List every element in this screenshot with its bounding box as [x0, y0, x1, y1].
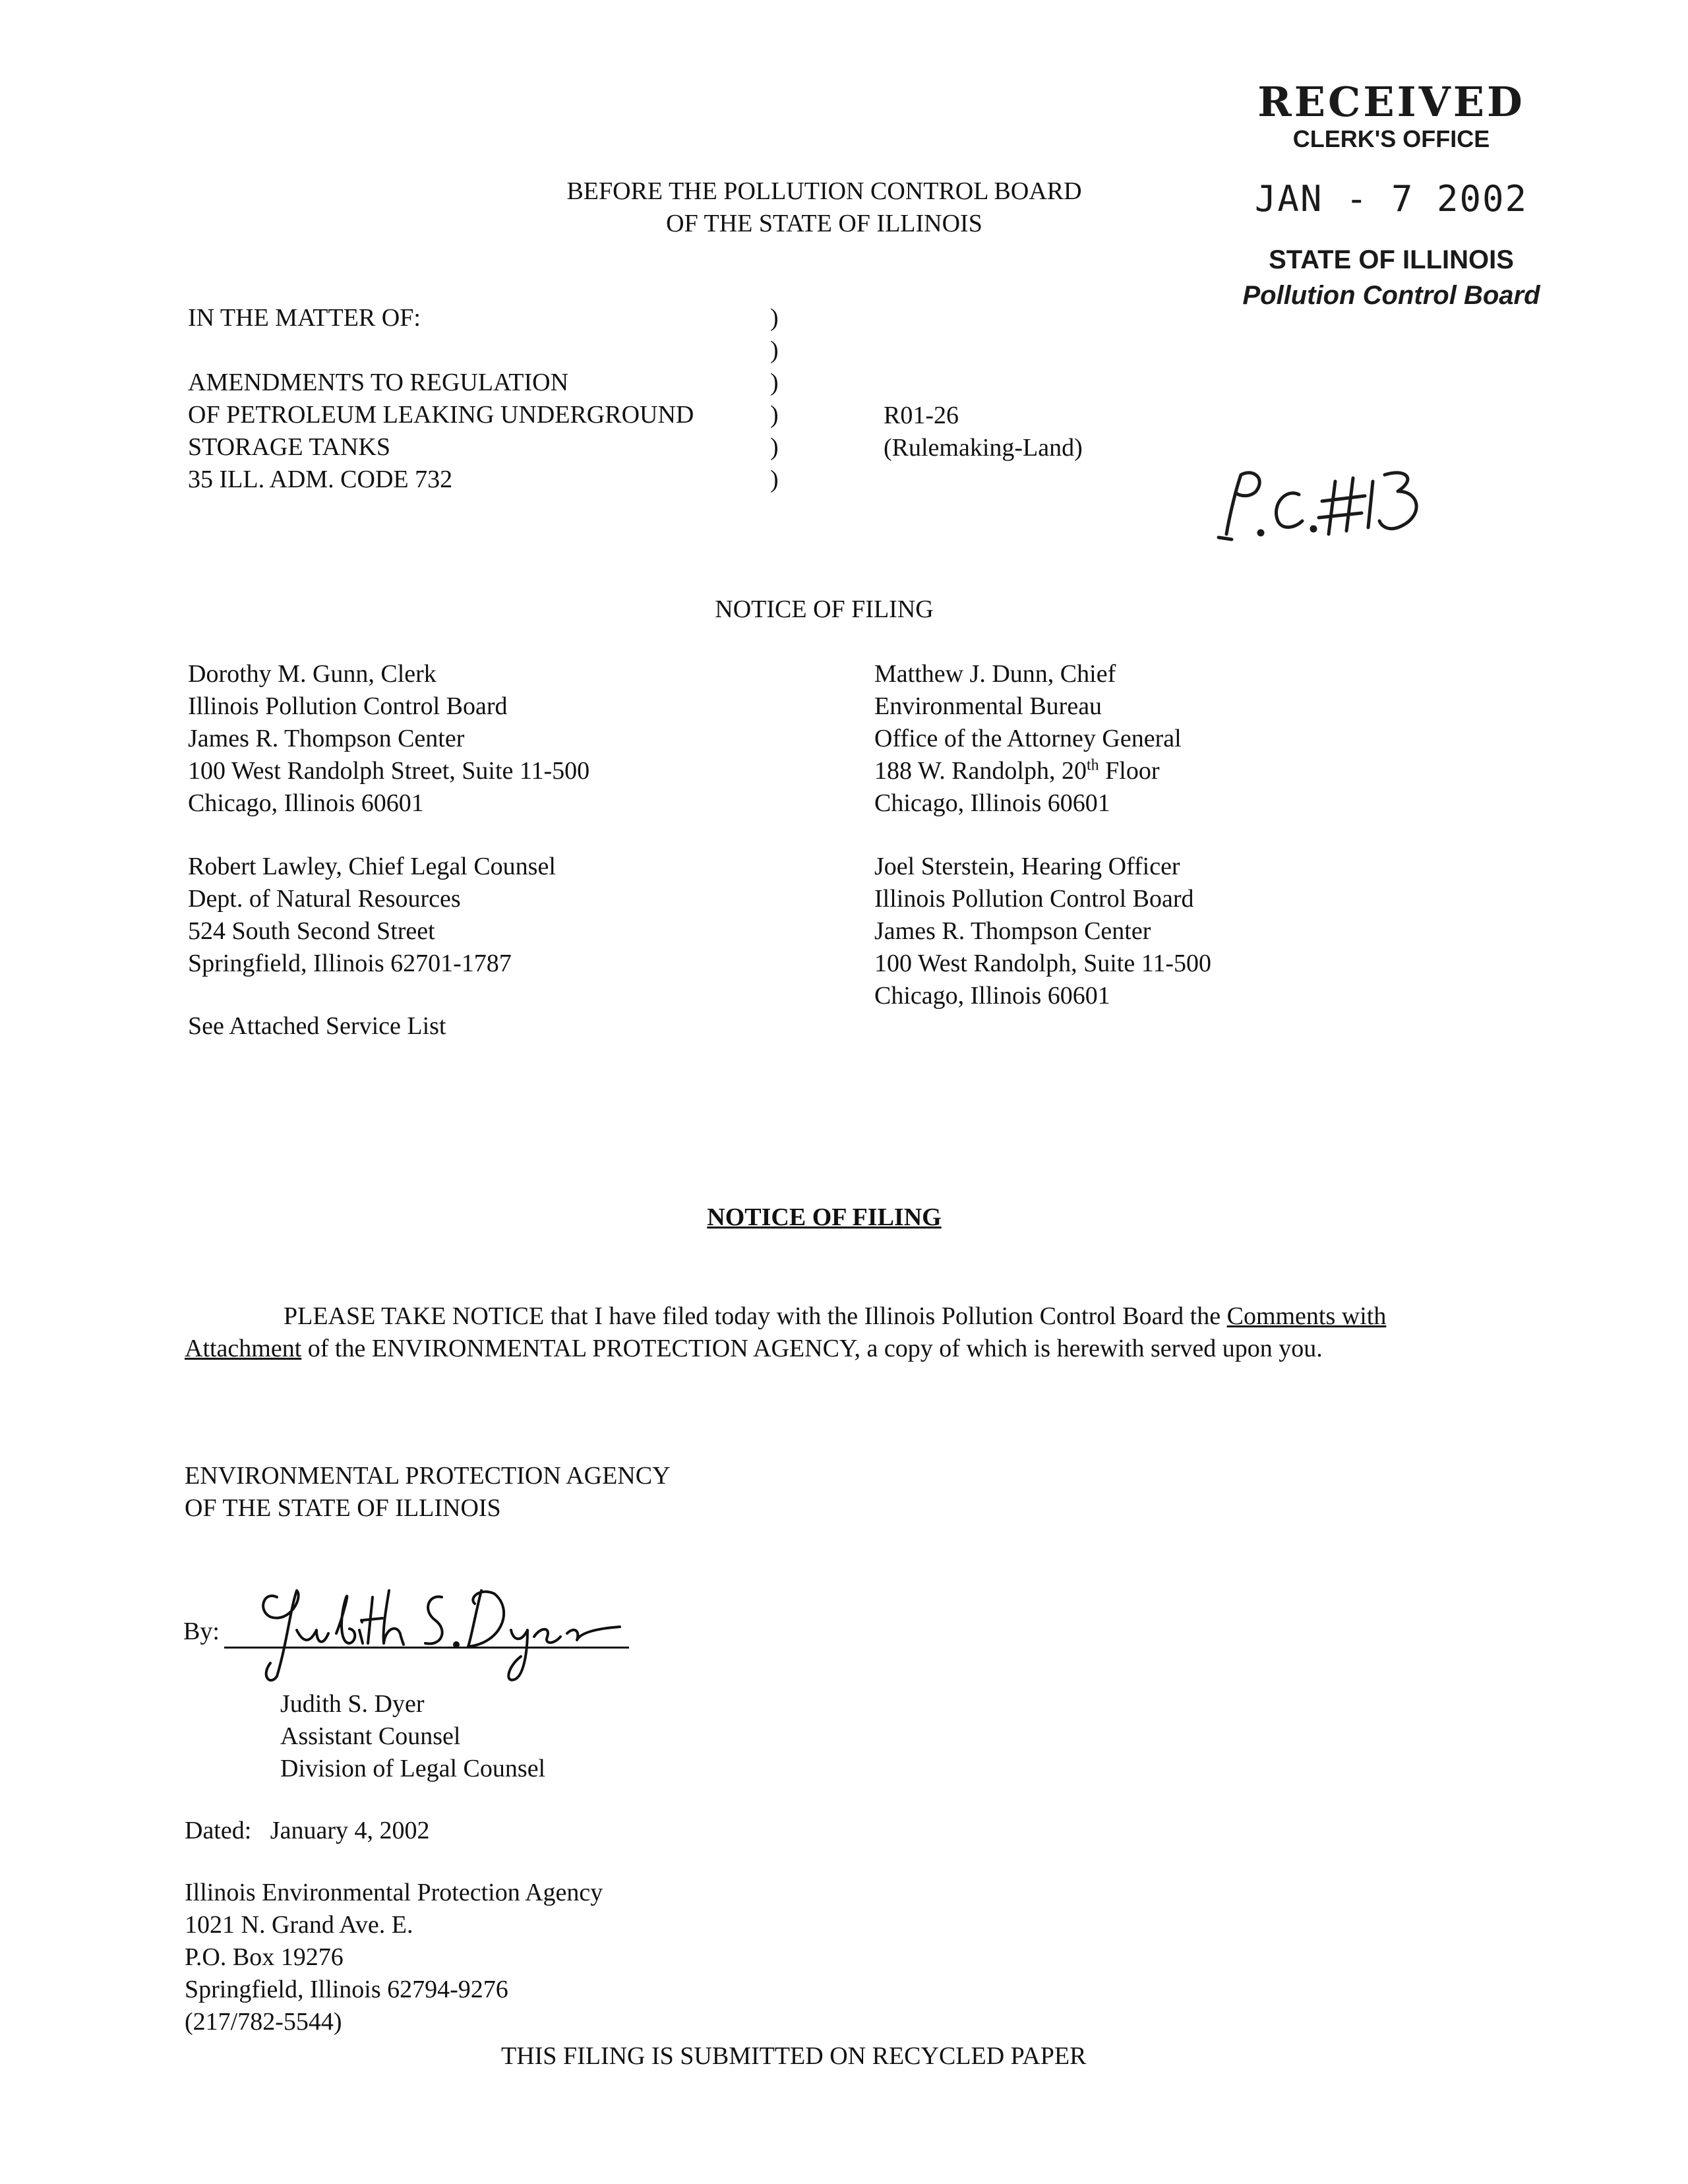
notice-text-post: of the ENVIRONMENTAL PROTECTION AGENCY, a copy of which is herewith served upon you.	[307, 1335, 1323, 1362]
docket-number: R01-26	[884, 402, 959, 429]
ordinal-suffix: th	[1086, 756, 1099, 774]
docket	[884, 400, 1083, 464]
address-line: Illinois Pollution Control Board	[188, 692, 508, 720]
handwritten-pc-number	[1200, 455, 1437, 554]
address-line	[874, 755, 1182, 787]
caption-line: AMENDMENTS TO REGULATION	[188, 369, 569, 396]
document-header	[514, 175, 1134, 240]
notice-text-underlined: Attachment	[185, 1335, 302, 1362]
address-line: 100 West Randolph, Suite 11-500	[874, 950, 1211, 977]
recycled-paper-footer: THIS FILING IS SUBMITTED ON RECYCLED PAPER	[501, 2042, 1087, 2070]
dated-line	[185, 1815, 429, 1847]
address-line: Chicago, Illinois 60601	[188, 789, 424, 817]
caption-line: STORAGE TANKS	[188, 433, 390, 461]
address-line: Chicago, Illinois 60601	[874, 982, 1110, 1010]
header-line-1: BEFORE THE POLLUTION CONTROL BOARD	[566, 177, 1082, 205]
recipient-attorney-general	[874, 658, 1182, 820]
paren: )	[770, 369, 779, 396]
notice-heading-underlined: NOTICE OF FILING	[707, 1203, 942, 1231]
address-line: Robert Lawley, Chief Legal Counsel	[188, 853, 556, 880]
agency-address	[185, 1877, 603, 2038]
notice-text-underlined: Comments with	[1226, 1302, 1387, 1330]
caption-parentheses	[770, 302, 779, 496]
signer-name: Judith S. Dyer	[280, 1690, 425, 1718]
signer-division: Division of Legal Counsel	[280, 1755, 546, 1782]
agency-line-1: ENVIRONMENTAL PROTECTION AGENCY	[185, 1462, 671, 1490]
address-line: Dorothy M. Gunn, Clerk	[188, 660, 437, 688]
signer-block	[280, 1688, 545, 1785]
notice-text-pre: PLEASE TAKE NOTICE that I have filed today with the Illinois Pollution Control Board the	[284, 1302, 1221, 1330]
agency-block	[185, 1460, 671, 1525]
stamp-state: STATE OF ILLINOIS	[1269, 245, 1514, 274]
address-line: James R. Thompson Center	[188, 725, 465, 752]
recipient-clerk	[188, 658, 589, 820]
caption-line: 35 ILL. ADM. CODE 732	[188, 466, 453, 493]
recipient-natural-resources	[188, 851, 556, 980]
handwritten-signature	[251, 1571, 646, 1689]
address-line: Illinois Pollution Control Board	[874, 885, 1194, 913]
caption-line: OF PETROLEUM LEAKING UNDERGROUND	[188, 401, 694, 429]
address-line: Chicago, Illinois 60601	[874, 789, 1110, 817]
stamp-received: RECEIVED	[1257, 78, 1525, 126]
paren: )	[770, 433, 779, 461]
address-line: Illinois Environmental Protection Agency	[185, 1879, 603, 1906]
address-line: Environmental Bureau	[874, 692, 1102, 720]
see-attached-service-list: See Attached Service List	[188, 1012, 446, 1040]
address-line: 100 West Randolph Street, Suite 11-500	[188, 757, 590, 785]
address-line: Springfield, Illinois 62794-9276	[185, 1976, 508, 2003]
header-line-2: OF THE STATE OF ILLINOIS	[666, 210, 982, 237]
case-caption	[188, 302, 694, 496]
address-floor: Floor	[1099, 757, 1160, 785]
caption-matter: IN THE MATTER OF:	[188, 304, 421, 332]
address-street: 188 W. Randolph, 20	[874, 757, 1087, 785]
paren: )	[770, 336, 779, 364]
address-line: Office of the Attorney General	[874, 725, 1182, 752]
signer-title: Assistant Counsel	[280, 1722, 461, 1750]
stamp-board: Pollution Control Board	[1242, 281, 1540, 310]
dated-label: Dated:	[185, 1817, 252, 1844]
stamp-clerks-office: CLERK'S OFFICE	[1292, 125, 1490, 152]
address-line: James R. Thompson Center	[874, 917, 1151, 945]
docket-type: (Rulemaking-Land)	[884, 434, 1083, 462]
address-line: (217/782-5544)	[185, 2008, 342, 2036]
address-line: Springfield, Illinois 62701-1787	[188, 950, 512, 977]
notice-body	[185, 1300, 1503, 1365]
address-line: Matthew J. Dunn, Chief	[874, 660, 1116, 688]
by-label: By:	[183, 1618, 220, 1645]
address-line: 1021 N. Grand Ave. E.	[185, 1911, 413, 1939]
agency-line-2: OF THE STATE OF ILLINOIS	[185, 1494, 501, 1522]
address-line: Dept. of Natural Resources	[188, 885, 461, 913]
address-line: Joel Sterstein, Hearing Officer	[874, 853, 1180, 880]
address-line: 524 South Second Street	[188, 917, 435, 945]
address-line: P.O. Box 19276	[185, 1943, 344, 1971]
paren: )	[770, 401, 779, 429]
paren: )	[770, 466, 779, 493]
notice-heading: NOTICE OF FILING	[715, 595, 934, 623]
paren: )	[770, 304, 779, 332]
stamp-date: JAN - 7 2002	[1254, 178, 1528, 220]
dated-value: January 4, 2002	[270, 1817, 430, 1844]
recipient-hearing-officer	[874, 851, 1211, 1012]
